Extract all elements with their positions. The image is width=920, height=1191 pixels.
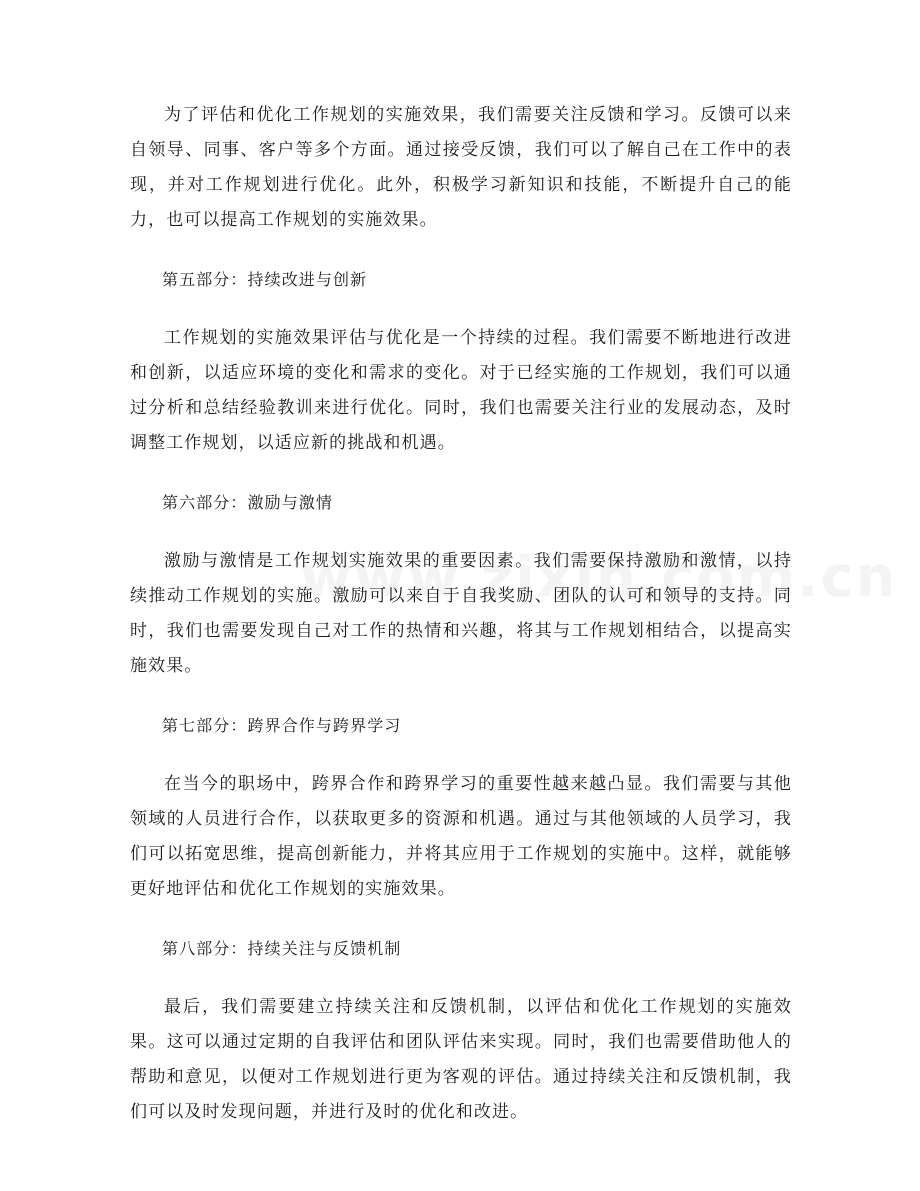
section-heading-7: 第七部分：跨界合作与跨界学习 <box>162 716 402 735</box>
section-heading-8: 第八部分：持续关注与反馈机制 <box>162 939 402 958</box>
paragraph-motivation-passion: 激励与激情是工作规划实施效果的重要因素。我们需要保持激励和激情，以持续推动工作规划的实施。激励可以来自于自我奖励、团队的认可和领导的支持。同时，我们也需要发现自己对工作的热情和兴趣，将其与工作规划相结合，以提高实施效果。 <box>130 551 792 676</box>
document-body <box>130 98 792 1154</box>
paragraph-continuous-improvement: 工作规划的实施效果评估与优化是一个持续的过程。我们需要不断地进行改进和创新，以适应环境的变化和需求的变化。对于已经实施的工作规划，我们可以通过分析和总结经验教训来进行优化。同时，我们也需要关注行业的发展动态，及时调整工作规划，以适应新的挑战和机遇。 <box>130 328 792 453</box>
paragraph-feedback-mechanism: 最后，我们需要建立持续关注和反馈机制，以评估和优化工作规划的实施效果。这可以通过定期的自我评估和团队评估来实现。同时，我们也需要借助他人的帮助和意见，以便对工作规划进行更为客观的评估。通过持续关注和反馈机制，我们可以及时发现问题，并进行及时的优化和改进。 <box>130 997 792 1122</box>
paragraph-cross-boundary: 在当今的职场中，跨界合作和跨界学习的重要性越来越凸显。我们需要与其他领域的人员进行合作，以获取更多的资源和机遇。通过与其他领域的人员学习，我们可以拓宽思维，提高创新能力，并将其应用于工作规划的实施中。这样，就能够更好地评估和优化工作规划的实施效果。 <box>130 774 792 899</box>
paragraph-feedback-learning: 为了评估和优化工作规划的实施效果，我们需要关注反馈和学习。反馈可以来自领导、同事、客户等多个方面。通过接受反馈，我们可以了解自己在工作中的表现，并对工作规划进行优化。此外，积极学习新知识和技能，不断提升自己的能力，也可以提高工作规划的实施效果。 <box>130 105 792 230</box>
section-heading-6: 第六部分：激励与激情 <box>162 493 334 512</box>
section-heading-5: 第五部分：持续改进与创新 <box>162 270 368 289</box>
